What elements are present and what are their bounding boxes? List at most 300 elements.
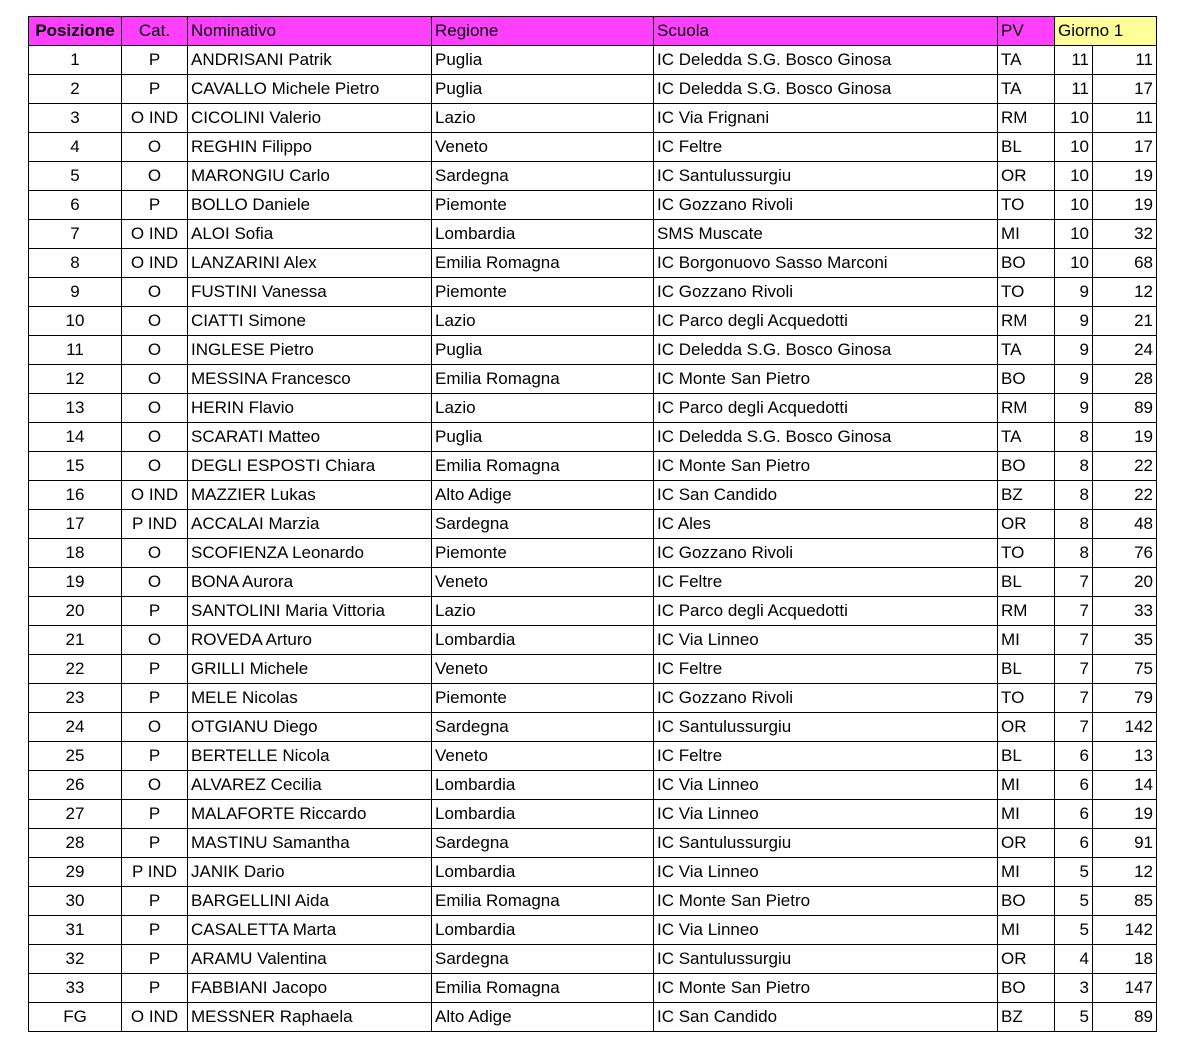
cell-giorno-1-punti: 8 (1055, 452, 1093, 481)
cell-nominativo: ALOI Sofia (188, 220, 432, 249)
cell-cat: O IND (122, 220, 188, 249)
cell-cat: O (122, 162, 188, 191)
cell-giorno-1-punti: 4 (1055, 945, 1093, 974)
table-row (29, 742, 1157, 771)
cell-regione: Alto Adige (432, 481, 654, 510)
table-row (29, 626, 1157, 655)
cell-posizione: 10 (29, 307, 122, 336)
cell-scuola: IC Deledda S.G. Bosco Ginosa (654, 46, 998, 75)
cell-regione: Puglia (432, 46, 654, 75)
cell-giorno-1-punti: 6 (1055, 829, 1093, 858)
table-row (29, 133, 1157, 162)
cell-giorno-1-tempo: 19 (1093, 423, 1157, 452)
cell-posizione: 27 (29, 800, 122, 829)
cell-pv: MI (998, 626, 1055, 655)
cell-giorno-1-punti: 3 (1055, 974, 1093, 1003)
cell-posizione: 3 (29, 104, 122, 133)
cell-giorno-1-tempo: 79 (1093, 684, 1157, 713)
cell-cat: O (122, 771, 188, 800)
cell-nominativo: DEGLI ESPOSTI Chiara (188, 452, 432, 481)
cell-pv: TO (998, 539, 1055, 568)
cell-giorno-1-punti: 10 (1055, 162, 1093, 191)
cell-giorno-1-punti: 6 (1055, 771, 1093, 800)
cell-cat: P (122, 75, 188, 104)
ranking-table (28, 16, 1157, 1032)
cell-posizione: 12 (29, 365, 122, 394)
cell-posizione: 22 (29, 655, 122, 684)
header-regione: Regione (432, 17, 654, 46)
header-cat: Cat. (122, 17, 188, 46)
cell-regione: Lazio (432, 597, 654, 626)
table-row (29, 597, 1157, 626)
cell-giorno-1-punti: 7 (1055, 597, 1093, 626)
cell-cat: O IND (122, 1003, 188, 1032)
cell-posizione: 29 (29, 858, 122, 887)
cell-pv: RM (998, 104, 1055, 133)
cell-giorno-1-tempo: 18 (1093, 945, 1157, 974)
cell-nominativo: SCOFIENZA Leonardo (188, 539, 432, 568)
cell-scuola: IC San Candido (654, 481, 998, 510)
cell-giorno-1-punti: 7 (1055, 713, 1093, 742)
cell-giorno-1-tempo: 11 (1093, 46, 1157, 75)
cell-pv: BO (998, 887, 1055, 916)
cell-nominativo: SCARATI Matteo (188, 423, 432, 452)
table-row (29, 481, 1157, 510)
table-row (29, 46, 1157, 75)
cell-posizione: 31 (29, 916, 122, 945)
cell-nominativo: ACCALAI Marzia (188, 510, 432, 539)
cell-nominativo: ALVAREZ Cecilia (188, 771, 432, 800)
cell-posizione: 24 (29, 713, 122, 742)
cell-giorno-1-tempo: 142 (1093, 713, 1157, 742)
cell-regione: Piemonte (432, 278, 654, 307)
cell-cat: O (122, 394, 188, 423)
cell-posizione: FG (29, 1003, 122, 1032)
cell-pv: BO (998, 365, 1055, 394)
cell-pv: TA (998, 46, 1055, 75)
cell-pv: TA (998, 336, 1055, 365)
cell-pv: BO (998, 249, 1055, 278)
cell-giorno-1-punti: 9 (1055, 307, 1093, 336)
cell-nominativo: BOLLO Daniele (188, 191, 432, 220)
cell-posizione: 14 (29, 423, 122, 452)
cell-giorno-1-tempo: 76 (1093, 539, 1157, 568)
cell-regione: Puglia (432, 336, 654, 365)
cell-nominativo: CIATTI Simone (188, 307, 432, 336)
table-row (29, 887, 1157, 916)
table-row (29, 307, 1157, 336)
cell-giorno-1-punti: 10 (1055, 191, 1093, 220)
cell-giorno-1-punti: 11 (1055, 75, 1093, 104)
cell-giorno-1-tempo: 20 (1093, 568, 1157, 597)
table-row (29, 452, 1157, 481)
cell-giorno-1-punti: 10 (1055, 249, 1093, 278)
cell-scuola: IC San Candido (654, 1003, 998, 1032)
cell-regione: Piemonte (432, 539, 654, 568)
cell-scuola: IC Feltre (654, 133, 998, 162)
table-header (29, 17, 1157, 46)
cell-giorno-1-punti: 9 (1055, 365, 1093, 394)
cell-posizione: 6 (29, 191, 122, 220)
cell-nominativo: CAVALLO Michele Pietro (188, 75, 432, 104)
cell-nominativo: GRILLI Michele (188, 655, 432, 684)
cell-nominativo: ROVEDA Arturo (188, 626, 432, 655)
table-row (29, 858, 1157, 887)
cell-scuola: IC Deledda S.G. Bosco Ginosa (654, 336, 998, 365)
cell-nominativo: MAZZIER Lukas (188, 481, 432, 510)
cell-pv: TA (998, 75, 1055, 104)
cell-cat: O (122, 133, 188, 162)
cell-regione: Lombardia (432, 916, 654, 945)
table-row (29, 365, 1157, 394)
cell-giorno-1-tempo: 17 (1093, 75, 1157, 104)
cell-posizione: 15 (29, 452, 122, 481)
cell-pv: RM (998, 394, 1055, 423)
cell-pv: OR (998, 510, 1055, 539)
cell-cat: P (122, 597, 188, 626)
cell-cat: O (122, 626, 188, 655)
header-pv: PV (998, 17, 1055, 46)
cell-giorno-1-tempo: 21 (1093, 307, 1157, 336)
cell-pv: BZ (998, 1003, 1055, 1032)
cell-giorno-1-punti: 9 (1055, 336, 1093, 365)
cell-regione: Emilia Romagna (432, 365, 654, 394)
cell-pv: TO (998, 684, 1055, 713)
cell-regione: Veneto (432, 133, 654, 162)
cell-scuola: IC Gozzano Rivoli (654, 539, 998, 568)
table-row (29, 162, 1157, 191)
cell-giorno-1-punti: 9 (1055, 394, 1093, 423)
cell-pv: OR (998, 162, 1055, 191)
table-body (29, 46, 1157, 1032)
cell-cat: P (122, 974, 188, 1003)
cell-regione: Lazio (432, 394, 654, 423)
cell-nominativo: BERTELLE Nicola (188, 742, 432, 771)
cell-posizione: 18 (29, 539, 122, 568)
table-row (29, 539, 1157, 568)
cell-scuola: IC Via Frignani (654, 104, 998, 133)
cell-regione: Sardegna (432, 510, 654, 539)
table-row (29, 220, 1157, 249)
cell-scuola: IC Gozzano Rivoli (654, 191, 998, 220)
cell-cat: O (122, 365, 188, 394)
cell-pv: BL (998, 655, 1055, 684)
cell-cat: P (122, 887, 188, 916)
cell-regione: Lazio (432, 307, 654, 336)
cell-scuola: IC Parco degli Acquedotti (654, 394, 998, 423)
cell-cat: P (122, 945, 188, 974)
cell-scuola: IC Gozzano Rivoli (654, 278, 998, 307)
cell-giorno-1-tempo: 19 (1093, 800, 1157, 829)
cell-scuola: IC Santulussurgiu (654, 945, 998, 974)
cell-giorno-1-tempo: 14 (1093, 771, 1157, 800)
cell-giorno-1-tempo: 91 (1093, 829, 1157, 858)
cell-cat: P (122, 655, 188, 684)
cell-cat: O IND (122, 481, 188, 510)
cell-posizione: 33 (29, 974, 122, 1003)
cell-regione: Piemonte (432, 684, 654, 713)
cell-posizione: 25 (29, 742, 122, 771)
cell-nominativo: MASTINU Samantha (188, 829, 432, 858)
cell-nominativo: ARAMU Valentina (188, 945, 432, 974)
cell-regione: Emilia Romagna (432, 249, 654, 278)
cell-giorno-1-punti: 5 (1055, 1003, 1093, 1032)
table-row (29, 974, 1157, 1003)
cell-regione: Lazio (432, 104, 654, 133)
cell-giorno-1-tempo: 75 (1093, 655, 1157, 684)
cell-posizione: 21 (29, 626, 122, 655)
cell-regione: Emilia Romagna (432, 887, 654, 916)
cell-posizione: 5 (29, 162, 122, 191)
cell-giorno-1-punti: 7 (1055, 568, 1093, 597)
cell-scuola: IC Via Linneo (654, 800, 998, 829)
table-row (29, 945, 1157, 974)
cell-scuola: IC Santulussurgiu (654, 162, 998, 191)
cell-nominativo: FUSTINI Vanessa (188, 278, 432, 307)
cell-giorno-1-punti: 10 (1055, 104, 1093, 133)
cell-pv: RM (998, 307, 1055, 336)
cell-scuola: IC Parco degli Acquedotti (654, 307, 998, 336)
table-row (29, 336, 1157, 365)
table-row (29, 829, 1157, 858)
cell-posizione: 2 (29, 75, 122, 104)
cell-scuola: IC Via Linneo (654, 626, 998, 655)
cell-nominativo: MELE Nicolas (188, 684, 432, 713)
cell-pv: MI (998, 771, 1055, 800)
cell-regione: Puglia (432, 75, 654, 104)
header-posizione: Posizione (29, 17, 122, 46)
cell-pv: BO (998, 452, 1055, 481)
cell-regione: Lombardia (432, 220, 654, 249)
cell-cat: O (122, 568, 188, 597)
cell-cat: O (122, 539, 188, 568)
cell-nominativo: MESSINA Francesco (188, 365, 432, 394)
cell-giorno-1-tempo: 89 (1093, 1003, 1157, 1032)
cell-regione: Emilia Romagna (432, 974, 654, 1003)
cell-pv: BL (998, 568, 1055, 597)
cell-giorno-1-punti: 7 (1055, 626, 1093, 655)
table-row (29, 800, 1157, 829)
cell-pv: BL (998, 742, 1055, 771)
cell-cat: O (122, 423, 188, 452)
cell-regione: Emilia Romagna (432, 452, 654, 481)
cell-scuola: IC Monte San Pietro (654, 887, 998, 916)
table-row (29, 771, 1157, 800)
cell-giorno-1-tempo: 13 (1093, 742, 1157, 771)
cell-scuola: IC Santulussurgiu (654, 829, 998, 858)
header-scuola: Scuola (654, 17, 998, 46)
cell-posizione: 8 (29, 249, 122, 278)
cell-posizione: 16 (29, 481, 122, 510)
cell-giorno-1-punti: 8 (1055, 510, 1093, 539)
cell-posizione: 13 (29, 394, 122, 423)
cell-cat: P IND (122, 858, 188, 887)
cell-scuola: IC Monte San Pietro (654, 452, 998, 481)
cell-pv: TO (998, 278, 1055, 307)
table-row (29, 104, 1157, 133)
cell-giorno-1-tempo: 32 (1093, 220, 1157, 249)
cell-giorno-1-tempo: 19 (1093, 191, 1157, 220)
cell-cat: P (122, 684, 188, 713)
cell-posizione: 28 (29, 829, 122, 858)
cell-pv: BO (998, 974, 1055, 1003)
cell-scuola: IC Deledda S.G. Bosco Ginosa (654, 75, 998, 104)
cell-posizione: 7 (29, 220, 122, 249)
cell-nominativo: BARGELLINI Aida (188, 887, 432, 916)
cell-scuola: IC Ales (654, 510, 998, 539)
cell-giorno-1-punti: 7 (1055, 655, 1093, 684)
cell-cat: O IND (122, 249, 188, 278)
cell-nominativo: OTGIANU Diego (188, 713, 432, 742)
cell-scuola: IC Monte San Pietro (654, 365, 998, 394)
cell-scuola: IC Parco degli Acquedotti (654, 597, 998, 626)
cell-nominativo: INGLESE Pietro (188, 336, 432, 365)
cell-nominativo: FABBIANI Jacopo (188, 974, 432, 1003)
header-row (29, 17, 1157, 46)
cell-posizione: 9 (29, 278, 122, 307)
cell-pv: TA (998, 423, 1055, 452)
cell-regione: Veneto (432, 568, 654, 597)
cell-pv: BL (998, 133, 1055, 162)
cell-nominativo: ANDRISANI Patrik (188, 46, 432, 75)
cell-regione: Sardegna (432, 829, 654, 858)
cell-giorno-1-punti: 5 (1055, 887, 1093, 916)
cell-giorno-1-tempo: 12 (1093, 278, 1157, 307)
cell-cat: P IND (122, 510, 188, 539)
cell-giorno-1-punti: 8 (1055, 539, 1093, 568)
cell-giorno-1-tempo: 28 (1093, 365, 1157, 394)
cell-posizione: 17 (29, 510, 122, 539)
cell-giorno-1-tempo: 12 (1093, 858, 1157, 887)
cell-pv: OR (998, 945, 1055, 974)
cell-nominativo: JANIK Dario (188, 858, 432, 887)
cell-giorno-1-tempo: 22 (1093, 452, 1157, 481)
cell-cat: P (122, 46, 188, 75)
cell-regione: Lombardia (432, 858, 654, 887)
cell-pv: OR (998, 829, 1055, 858)
table-row (29, 278, 1157, 307)
table-row (29, 684, 1157, 713)
cell-nominativo: MALAFORTE Riccardo (188, 800, 432, 829)
cell-regione: Lombardia (432, 626, 654, 655)
cell-giorno-1-punti: 5 (1055, 858, 1093, 887)
table-row (29, 75, 1157, 104)
cell-regione: Sardegna (432, 162, 654, 191)
cell-nominativo: HERIN Flavio (188, 394, 432, 423)
table-row (29, 568, 1157, 597)
header-nominativo: Nominativo (188, 17, 432, 46)
cell-posizione: 11 (29, 336, 122, 365)
cell-posizione: 26 (29, 771, 122, 800)
cell-giorno-1-punti: 10 (1055, 220, 1093, 249)
cell-giorno-1-tempo: 11 (1093, 104, 1157, 133)
cell-pv: MI (998, 800, 1055, 829)
cell-nominativo: CASALETTA Marta (188, 916, 432, 945)
cell-cat: O (122, 278, 188, 307)
cell-posizione: 20 (29, 597, 122, 626)
table-row (29, 1003, 1157, 1032)
cell-scuola: IC Via Linneo (654, 858, 998, 887)
table-row (29, 510, 1157, 539)
cell-scuola: SMS Muscate (654, 220, 998, 249)
cell-nominativo: SANTOLINI Maria Vittoria (188, 597, 432, 626)
cell-giorno-1-punti: 8 (1055, 481, 1093, 510)
table-row (29, 713, 1157, 742)
cell-giorno-1-tempo: 24 (1093, 336, 1157, 365)
cell-pv: MI (998, 916, 1055, 945)
table-row (29, 423, 1157, 452)
cell-giorno-1-tempo: 17 (1093, 133, 1157, 162)
cell-giorno-1-punti: 5 (1055, 916, 1093, 945)
cell-giorno-1-tempo: 68 (1093, 249, 1157, 278)
cell-giorno-1-punti: 6 (1055, 742, 1093, 771)
cell-regione: Lombardia (432, 771, 654, 800)
cell-scuola: IC Via Linneo (654, 771, 998, 800)
cell-cat: P (122, 800, 188, 829)
cell-giorno-1-tempo: 22 (1093, 481, 1157, 510)
cell-scuola: IC Santulussurgiu (654, 713, 998, 742)
cell-posizione: 23 (29, 684, 122, 713)
cell-giorno-1-punti: 6 (1055, 800, 1093, 829)
cell-giorno-1-punti: 10 (1055, 133, 1093, 162)
cell-giorno-1-tempo: 19 (1093, 162, 1157, 191)
cell-regione: Alto Adige (432, 1003, 654, 1032)
cell-regione: Veneto (432, 742, 654, 771)
cell-posizione: 30 (29, 887, 122, 916)
cell-giorno-1-punti: 11 (1055, 46, 1093, 75)
cell-giorno-1-punti: 7 (1055, 684, 1093, 713)
cell-regione: Sardegna (432, 713, 654, 742)
table-row (29, 916, 1157, 945)
table-row (29, 394, 1157, 423)
cell-pv: MI (998, 220, 1055, 249)
cell-giorno-1-tempo: 48 (1093, 510, 1157, 539)
cell-posizione: 1 (29, 46, 122, 75)
cell-regione: Lombardia (432, 800, 654, 829)
cell-pv: OR (998, 713, 1055, 742)
cell-pv: BZ (998, 481, 1055, 510)
cell-regione: Puglia (432, 423, 654, 452)
cell-giorno-1-tempo: 35 (1093, 626, 1157, 655)
cell-giorno-1-tempo: 33 (1093, 597, 1157, 626)
cell-giorno-1-tempo: 147 (1093, 974, 1157, 1003)
cell-pv: RM (998, 597, 1055, 626)
cell-nominativo: CICOLINI Valerio (188, 104, 432, 133)
cell-regione: Piemonte (432, 191, 654, 220)
cell-regione: Sardegna (432, 945, 654, 974)
cell-scuola: IC Feltre (654, 742, 998, 771)
table-row (29, 655, 1157, 684)
cell-pv: TO (998, 191, 1055, 220)
cell-scuola: IC Feltre (654, 568, 998, 597)
cell-scuola: IC Monte San Pietro (654, 974, 998, 1003)
cell-scuola: IC Borgonuovo Sasso Marconi (654, 249, 998, 278)
cell-cat: P (122, 191, 188, 220)
cell-cat: P (122, 742, 188, 771)
cell-giorno-1-tempo: 89 (1093, 394, 1157, 423)
cell-giorno-1-punti: 9 (1055, 278, 1093, 307)
cell-cat: P (122, 916, 188, 945)
cell-nominativo: MESSNER Raphaela (188, 1003, 432, 1032)
cell-posizione: 32 (29, 945, 122, 974)
cell-cat: O (122, 713, 188, 742)
cell-nominativo: MARONGIU Carlo (188, 162, 432, 191)
table-row (29, 191, 1157, 220)
header-giorno-1: Giorno 1 (1055, 17, 1157, 46)
cell-scuola: IC Feltre (654, 655, 998, 684)
cell-giorno-1-tempo: 85 (1093, 887, 1157, 916)
cell-posizione: 19 (29, 568, 122, 597)
